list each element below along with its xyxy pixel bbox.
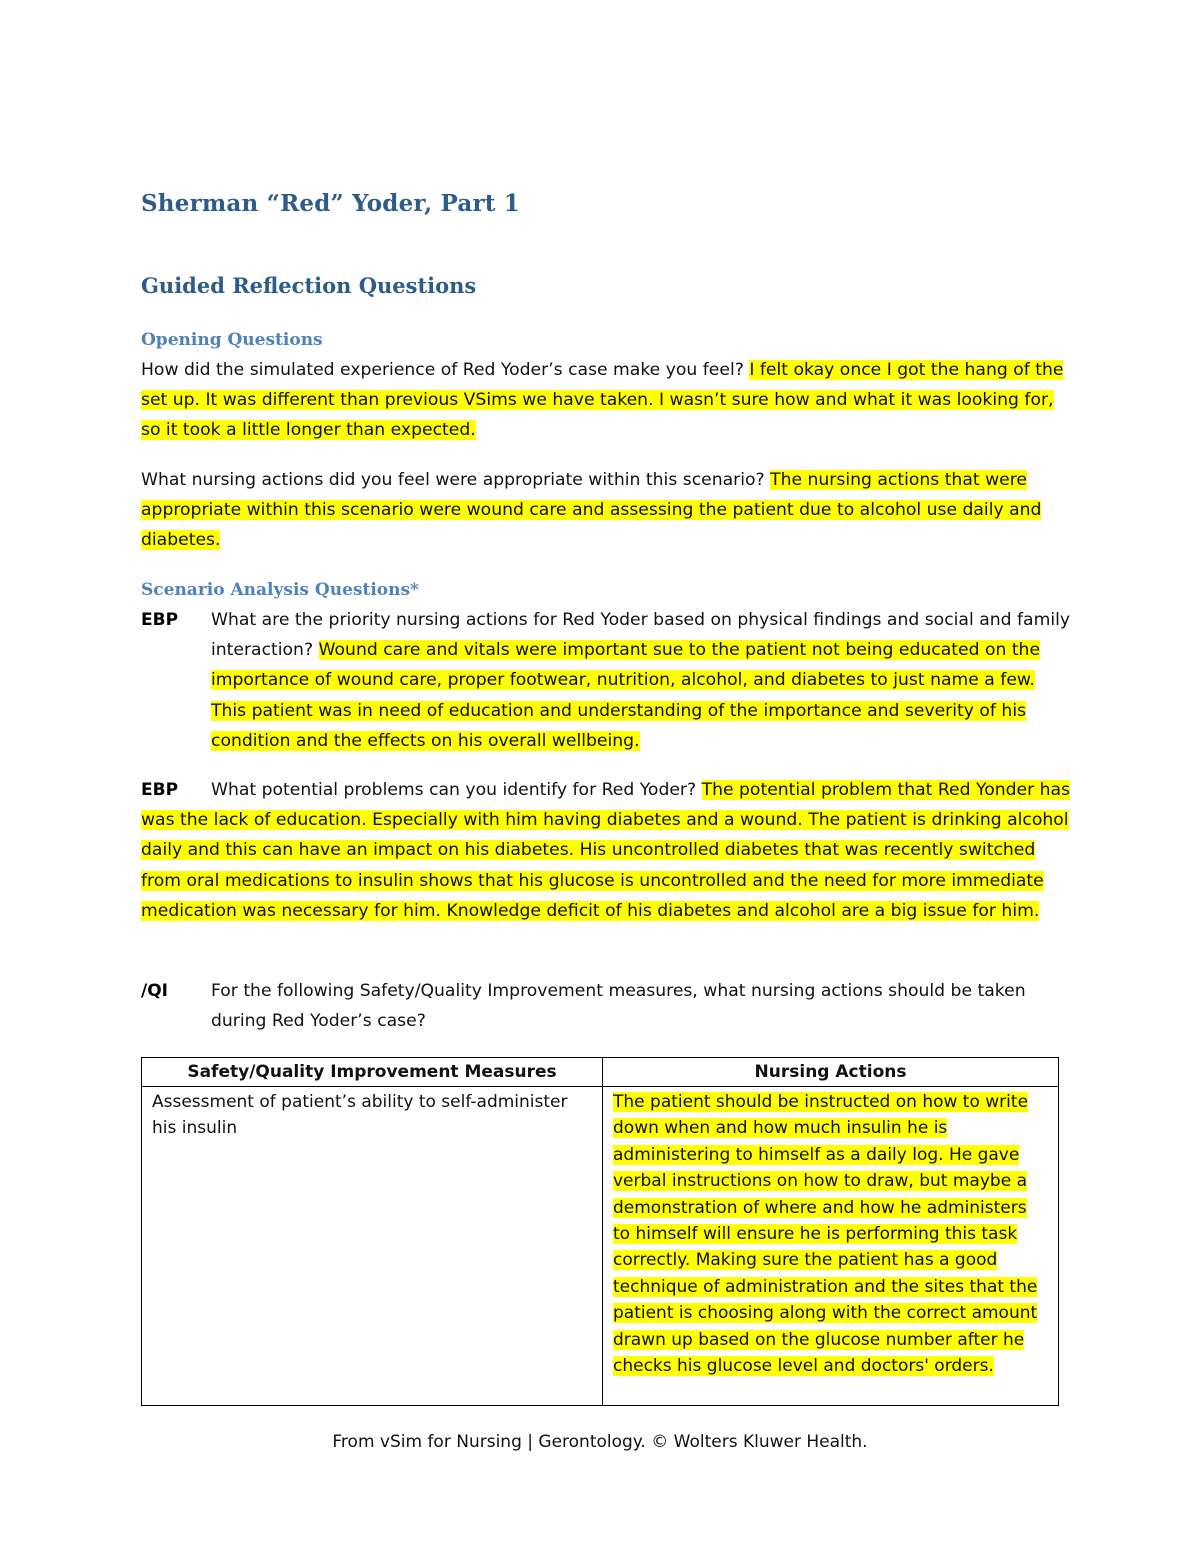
opening-question-1 [141,355,1071,446]
safety-quality-table [141,1057,1059,1406]
answer-text: The nursing actions that were appropriate within this scenario were wound care and assessing the patient due to alcohol use daily and diabetes. [141,470,1042,551]
table-row [142,1087,1059,1406]
table-header-row [142,1058,1059,1087]
ebp-tag: EBP [141,780,179,800]
answer-text: I felt okay once I got the hang of the set up. It was different than previous VSims we have taken. I wasn’t sure how and what it was looking for, so it took a little longer than expected. [141,360,1064,441]
scenario-question-2 [141,775,1071,926]
question-text: What are the priority nursing actions for Red Yoder based on physical findings and social and family interaction? [211,610,1071,661]
question-text: For the following Safety/Quality Improvement measures, what nursing actions should be taken during Red Yoder’s case? [211,981,1026,1032]
document-title: Sherman “Red” Yoder, Part 1 [141,190,521,217]
question-text: What potential problems can you identify for Red Yoder? [211,780,702,800]
table-header-actions: Nursing Actions [603,1058,1059,1087]
scenario-question-3 [211,976,1071,1036]
scenario-questions-heading: Scenario Analysis Questions* [141,580,419,600]
section-title: Guided Reflection Questions [141,273,477,298]
action-text: The patient should be instructed on how to write down when and how much insulin he is administering to himself as a daily log. He gave verbal instructions on how to draw, but maybe a demonstration of where and how he administers to himself will ensure he is performing this task correctly. Making sure the patient has a good technique of administration and the sites that the patient is choosing along with the correct amount drawn up based on the glucose number after he checks his glucose level and doctors' orders. [613,1092,1038,1377]
qi-tag: /QI [141,981,168,1001]
action-cell [603,1087,1059,1406]
question-text: How did the simulated experience of Red Yoder’s case make you feel? [141,360,750,380]
answer-text: Wound care and vitals were important sue to the patient not being educated on the importance of wound care, proper footwear, nutrition, alcohol, and diabetes to just name a few. This patient was in need of education and understanding of the importance and severity of his condition and the effects on his overall wellbeing. [211,640,1041,751]
measure-cell [142,1087,603,1406]
measure-text: Assessment of patient’s ability to self-administer his insulin [152,1092,568,1139]
page-footer: From vSim for Nursing | Gerontology. © Wolters Kluwer Health. [332,1432,868,1452]
answer-text: The potential problem that Red Yonder has was the lack of education. Especially with him having diabetes and a wound. The patient is drinking alcohol daily and this can have an impact on his diabetes. His uncontrolled diabetes that was recently switched from oral medications to insulin shows that his glucose is uncontrolled and the need for more immediate medication was necessary for him. Knowledge deficit of his diabetes and alcohol are a big issue for him. [141,780,1071,921]
opening-question-2 [141,465,1071,556]
table-header-measures: Safety/Quality Improvement Measures [142,1058,603,1087]
scenario-question-1 [211,605,1071,756]
opening-questions-heading: Opening Questions [141,330,323,350]
ebp-tag: EBP [141,610,179,630]
question-text: What nursing actions did you feel were appropriate within this scenario? [141,470,771,490]
